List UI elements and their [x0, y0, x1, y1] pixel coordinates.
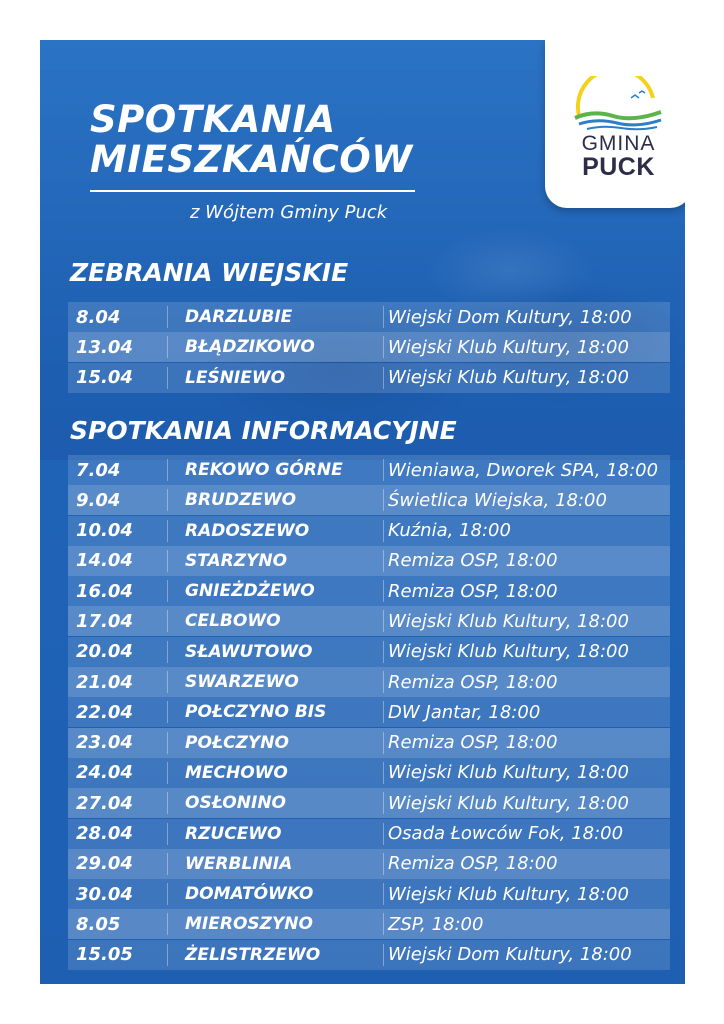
schedule-row — [68, 485, 670, 515]
row-place: REKOWO GÓRNE — [185, 460, 343, 480]
row-venue: Wiejski Klub Kultury, 18:00 — [388, 762, 629, 784]
row-divider — [167, 550, 168, 572]
row-venue: DW Jantar, 18:00 — [388, 701, 541, 723]
row-date: 9.04 — [76, 489, 121, 511]
row-date: 28.04 — [76, 823, 133, 845]
sun-waves-icon — [573, 76, 665, 132]
schedule-row — [68, 637, 670, 667]
schedule-row — [68, 516, 670, 546]
row-venue: Remiza OSP, 18:00 — [388, 853, 558, 875]
row-divider — [383, 459, 384, 481]
page-title — [90, 100, 413, 180]
row-date: 7.04 — [76, 459, 121, 481]
row-date: 20.04 — [76, 641, 133, 663]
subtitle: z Wójtem Gminy Puck — [190, 202, 388, 223]
section-heading-zebrania: ZEBRANIA WIEJSKIE — [70, 258, 349, 287]
schedule-row — [68, 697, 670, 727]
schedule-list-spotkania — [68, 455, 670, 970]
row-place: LEŚNIEWO — [185, 367, 286, 388]
row-divider — [167, 913, 168, 935]
row-date: 15.04 — [76, 367, 133, 389]
row-date: 8.04 — [76, 306, 121, 328]
row-place: STARZYNO — [185, 550, 288, 571]
row-divider — [167, 853, 168, 875]
schedule-row — [68, 576, 670, 606]
row-divider — [167, 306, 168, 328]
row-divider — [167, 732, 168, 754]
row-venue: Wiejski Dom Kultury, 18:00 — [388, 306, 632, 328]
row-divider — [383, 823, 384, 845]
schedule-row — [68, 667, 670, 697]
schedule-row — [68, 302, 670, 332]
row-venue: Kuźnia, 18:00 — [388, 520, 511, 542]
row-place: OSŁONINO — [185, 793, 286, 814]
row-divider — [383, 336, 384, 358]
row-venue: Wiejski Klub Kultury, 18:00 — [388, 883, 629, 905]
row-divider — [383, 641, 384, 663]
row-divider — [383, 792, 384, 814]
schedule-row — [68, 606, 670, 636]
row-divider — [383, 883, 384, 905]
row-venue: Osada Łowców Fok, 18:00 — [388, 823, 624, 845]
row-divider — [383, 520, 384, 542]
logo-text-puck: PUCK — [582, 153, 655, 181]
schedule-row — [68, 879, 670, 909]
row-venue: Wiejski Klub Kultury, 18:00 — [388, 792, 629, 814]
row-divider — [383, 306, 384, 328]
schedule-row — [68, 332, 670, 362]
row-venue: Świetlica Wiejska, 18:00 — [388, 489, 607, 511]
row-place: BRUDZEWO — [185, 490, 297, 511]
row-divider — [167, 459, 168, 481]
row-date: 14.04 — [76, 550, 133, 572]
row-venue: Wieniawa, Dworek SPA, 18:00 — [388, 459, 659, 481]
row-date: 22.04 — [76, 701, 133, 723]
row-divider — [383, 701, 384, 723]
row-divider — [167, 367, 168, 389]
row-divider — [167, 944, 168, 966]
title-line-1: SPOTKANIA — [90, 98, 336, 141]
schedule-row — [68, 455, 670, 485]
row-divider — [383, 853, 384, 875]
row-place: MECHOWO — [185, 762, 288, 783]
row-divider — [383, 762, 384, 784]
row-venue: Wiejski Klub Kultury, 18:00 — [388, 641, 629, 663]
row-divider — [383, 610, 384, 632]
schedule-row — [68, 940, 670, 970]
schedule-list-zebrania — [68, 302, 670, 393]
row-place: SŁAWUTOWO — [185, 641, 313, 662]
row-venue: Remiza OSP, 18:00 — [388, 550, 558, 572]
row-divider — [167, 701, 168, 723]
row-divider — [383, 671, 384, 693]
schedule-row — [68, 758, 670, 788]
title-divider — [90, 190, 415, 192]
row-divider — [167, 823, 168, 845]
row-date: 8.05 — [76, 913, 121, 935]
row-divider — [383, 944, 384, 966]
poster — [40, 40, 685, 984]
row-date: 29.04 — [76, 853, 133, 875]
row-place: CELBOWO — [185, 611, 281, 632]
row-divider — [167, 489, 168, 511]
schedule-row — [68, 909, 670, 939]
row-place: POŁCZYNO — [185, 732, 289, 753]
row-venue: Remiza OSP, 18:00 — [388, 671, 558, 693]
row-place: DARZLUBIE — [185, 307, 293, 327]
schedule-row — [68, 819, 670, 849]
gmina-puck-logo — [545, 40, 685, 208]
row-divider — [383, 367, 384, 389]
row-divider — [167, 792, 168, 814]
row-date: 13.04 — [76, 336, 133, 358]
row-date: 15.05 — [76, 944, 133, 966]
title-line-2: MIESZKAŃCÓW — [90, 138, 413, 181]
row-place: BŁĄDZIKOWO — [185, 337, 315, 358]
row-place: MIEROSZYNO — [185, 914, 313, 935]
row-place: DOMATÓWKO — [185, 884, 314, 905]
row-venue: Wiejski Klub Kultury, 18:00 — [388, 610, 629, 632]
row-divider — [167, 641, 168, 663]
row-venue: Remiza OSP, 18:00 — [388, 580, 558, 602]
row-venue: ZSP, 18:00 — [388, 913, 484, 935]
row-divider — [167, 580, 168, 602]
row-date: 30.04 — [76, 883, 133, 905]
row-divider — [383, 913, 384, 935]
row-divider — [383, 489, 384, 511]
row-date: 27.04 — [76, 792, 133, 814]
row-place: WERBLINIA — [185, 853, 293, 874]
row-date: 10.04 — [76, 520, 133, 542]
row-place: GNIEŻDŻEWO — [185, 581, 315, 602]
row-place: ŻELISTRZEWO — [185, 944, 321, 965]
row-venue: Wiejski Dom Kultury, 18:00 — [388, 944, 632, 966]
row-venue: Wiejski Klub Kultury, 18:00 — [388, 336, 629, 358]
row-place: RADOSZEWO — [185, 520, 310, 541]
section-heading-spotkania: SPOTKANIA INFORMACYJNE — [70, 416, 457, 445]
row-divider — [167, 762, 168, 784]
schedule-row — [68, 788, 670, 818]
row-divider — [167, 520, 168, 542]
row-place: SWARZEWO — [185, 672, 299, 693]
schedule-row — [68, 546, 670, 576]
row-divider — [383, 732, 384, 754]
row-divider — [167, 883, 168, 905]
logo-text-gmina: GMINA — [581, 132, 656, 155]
schedule-row — [68, 728, 670, 758]
row-divider — [167, 336, 168, 358]
row-divider — [383, 580, 384, 602]
row-date: 17.04 — [76, 610, 133, 632]
row-venue: Remiza OSP, 18:00 — [388, 732, 558, 754]
row-date: 21.04 — [76, 671, 133, 693]
row-divider — [383, 550, 384, 572]
row-divider — [167, 610, 168, 632]
row-place: POŁCZYNO BIS — [185, 702, 327, 723]
row-divider — [167, 671, 168, 693]
row-date: 16.04 — [76, 580, 133, 602]
row-date: 24.04 — [76, 762, 133, 784]
row-date: 23.04 — [76, 732, 133, 754]
row-venue: Wiejski Klub Kultury, 18:00 — [388, 367, 629, 389]
schedule-row — [68, 849, 670, 879]
row-place: RZUCEWO — [185, 823, 282, 844]
schedule-row — [68, 363, 670, 393]
